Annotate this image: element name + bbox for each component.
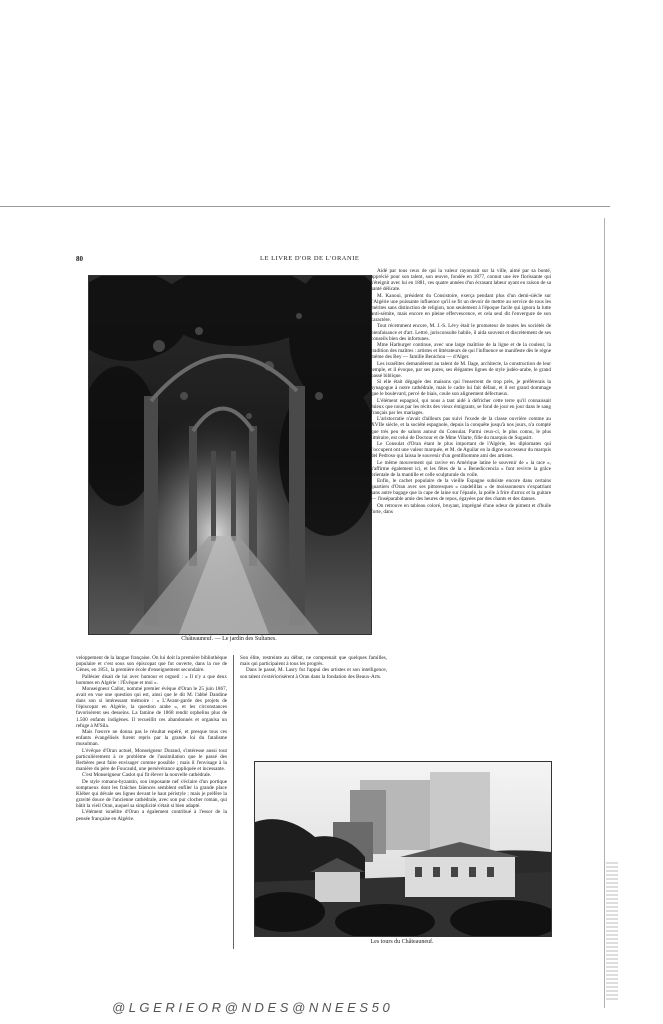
column-divider xyxy=(233,655,234,949)
paragraph: Le Consulat d'Oran étant le plus important de l'Algérie, les diplomates qui l'occupent ont une valeur marquée, et M. de Aguilar en la digne successeur du marquis del Pedroso qui laissa le souvenir d'un gentilhomme ami des artistes. xyxy=(371,441,551,460)
towers-caption: Les tours du Châteauneuf. xyxy=(370,939,434,945)
article-column-right-top xyxy=(371,268,551,515)
garden-caption: Châteauneuf. — Le jardin des Sultanes. xyxy=(181,636,277,642)
paragraph: Le même mouvement qui ravive en Amérique latine le souvenir de « la race », s'affirme également ici, et les fêtes de la « Benediccencia » font revivre la grâce orientale de la mantille et celle sculpturale du voile. xyxy=(371,459,551,478)
towers-photo-drawing xyxy=(255,762,551,936)
paragraph: On retrouve en tableau coloré, bruyant, imprégné d'une odeur de piment et d'huile forte, dans xyxy=(371,502,551,515)
paragraph: Mme Harburger continue, avec une large maîtrise de la ligne et de la couleur, la tradition des maîtres : artistes et littérateurs de qui l'influence se manifeste dès le règne même des Bey — famille Benichou — d'Alger. xyxy=(371,342,551,361)
running-head: LE LIVRE D'OR DE L'ORANIE xyxy=(260,255,360,262)
paragraph: L'élément espagnol, qui nous a tant aidé à défricher cette terre qu'il connaissait mieux que nous par les récits des vieux émigrants, se fond de jour en jour dans le sang français par les mariages. xyxy=(371,397,551,416)
paragraph: L'aristocratie n'avait d'ailleurs pas suivi l'exode de la classe ouvrière comme au XVIIe siècle, et la société espagnole, depuis la conquête jusqu'à nos jours, n'a compté que très peu de salons autour du Consulat. Parmi ceux-ci, le plus connu, le plus littéraire, est celui de Doctour et de Mme Vilarte, fille du marquis de Sugasirt. xyxy=(371,416,551,441)
article-column-left xyxy=(76,655,227,822)
paragraph: C'est Monseigneur Caslot qui fit élever la nouvelle cathédrale. xyxy=(82,772,212,779)
paragraph: veloppement de la langue française. On lui doit la première bibliothèque populaire et c'est sous son épiscopat que fut ouverte, dans la rue de Gènes, en 1851, la première école d'enseignement secondaire. xyxy=(76,655,227,674)
paragraph: De style romano-byzantin, son imposante nef s'éclaire d'un portique somptueux dont les fraîches faïences semblent enfiler la grande place Kléber qui dévale ses lignes devant le haut péristyle ; mais je préfère la gravité douce de l'ancienne cathédrale, avec son pur clocher roman, qui bâtit la vieil Oran, auquel sa simplicité s'était si bien adapté. xyxy=(76,778,227,810)
paragraph: Si elle était dégagée des maisons qui l'enserrent de trop près, je préférerais la synagogue à notre cathédrale, mais le cadre lui fait défaut, et il est grand dommage que le boulevard, percé de biais, coule son alignement défectueux. xyxy=(371,379,551,398)
paragraph: Les israélites demandèrent au talent de M. Ilage, architecte, la construction de leur temple, et il évoque, par ses pures, ses élégantes lignes de style judéo-arabe, le grand passé biblique. xyxy=(371,360,551,379)
paragraph: Son élite, restreinte au début, ne comprenait que quelques familles, mais qui participaient à tous les progrès. xyxy=(240,655,387,668)
garden-photo xyxy=(88,275,372,635)
scan-top-rule xyxy=(0,206,610,207)
article-column-middle xyxy=(240,655,387,680)
page-number: 80 xyxy=(76,255,83,263)
paragraph: Dans le passé, M. Lasry fut l'appui des artistes et son intelligence, son talent s'extériorisèrent à Oran dans la fondation des Beaux-Arts. xyxy=(240,667,387,680)
paragraph: L'évêque d'Oran actuel, Monseigneur Durand, s'intéresse aussi tout particulièrement à ce problème de l'assimilation que le passé des Berbères peut faire envisager comme possible ; mais il l'envisage à la manière du père de Foucauld, une persévérance appliquée et incessante. xyxy=(76,747,227,772)
scan-edge-shadow xyxy=(606,860,618,1000)
towers-photo xyxy=(254,761,552,937)
watermark: @ L G E R I E O R @ N D E S @ N N E E S 5 0 xyxy=(112,1000,390,1015)
paragraph: L'élément israélite d'Oran a également contribué à l'essor de la pensée française en Algérie. xyxy=(76,809,227,822)
paragraph: M. Kanoui, président du Consistoire, exerça pendant plus d'un demi-siècle sur l'Algérie une puissante influence qu'il se fit un devoir de mettre au service de tous les mérites sans distinction de religion, non seulement à l'époque facile qui ignora la lutte anti-sémite, mais encore en pleine effervescence, et cela seul dit l'envergure de son caractère. xyxy=(371,292,551,324)
paragraph: Monseigneur Callot, nommé premier évêque d'Oran le 25 juin 1867, avait en vue une question qui est, ainsi que le dit M. l'abbé Dandine dans son si intéressant mémoire : « L'Avant-garde des projets de l'épiscopat en Algérie, la question arabe », et les circonstances favorisèrent ses desseins. La famine de 1868 rendit orphelins plus de 1.500 enfants indigènes. Il recueillit ces abandonnés et organisa un refuge à M'Sila. xyxy=(76,686,227,729)
paragraph: Pallésier disait de lui avec humour et orgueil : « Il n'y a que deux hommes en Algérie : l'Évêque et moi ». xyxy=(76,673,227,686)
paragraph: Tout récemment encore, M. J.-S. Lévy était le promoteur de toutes les sociétés de bienfaisance et d'art. Lettré, jurisconsulte habile, il aida souvent et discrètement de ses conseils bien des infortunes. xyxy=(371,323,551,342)
scan-right-edge xyxy=(604,218,605,1008)
paragraph: Aidé par tous ceux de qui la valeur rayonnait sur la ville, aimé par sa bonté, apprécié pour son talent, son œuvre, fondée en 1877, connut une ère florissante qui s'éteignit avec lui en 1881, ces quatre années d'un écrasant labeur ayant eu raison de sa santé délicate. xyxy=(371,268,551,293)
paragraph: Enfin, le cachet populaire de la vieille Espagne subsiste encore dans certains quartiers d'Oran avec ses pittoresques « candelillas » de moissonneurs s'expatriant sans autre bagage que la cape de laine sur l'épaule, la poële à frire d'arroz et la guitare — l'inséparable amie des heures de repos, égayées par des chants et des danses. xyxy=(371,478,551,503)
paragraph: Mais l'œuvre ne donna pas le résultat espéré, et presque tous ces enfants évangélisés furent repris par la grande loi du fatalisme musulman. xyxy=(76,729,227,748)
garden-photo-drawing xyxy=(89,276,371,634)
